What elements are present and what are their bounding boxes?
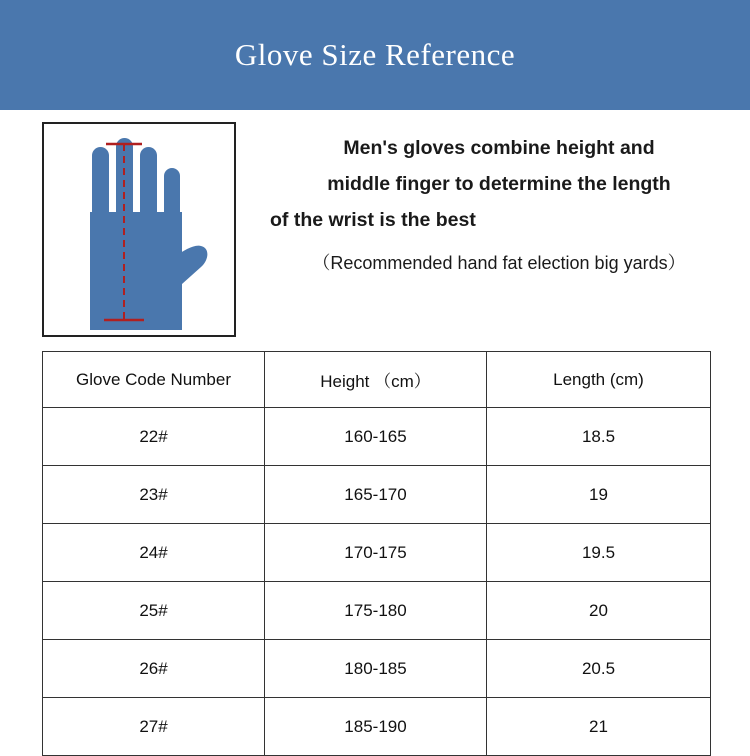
table-cell-height: 185-190 (265, 698, 487, 756)
table-cell-length: 21 (487, 698, 711, 756)
table-row (43, 466, 711, 524)
table-cell-code: 25# (43, 582, 265, 640)
table-cell-length: 20 (487, 582, 711, 640)
table-cell-height: 165-170 (265, 466, 487, 524)
size-table (42, 351, 711, 756)
table-cell-code: 27# (43, 698, 265, 756)
size-table-wrapper (0, 337, 750, 756)
table-header-cell: Length (cm) (487, 352, 711, 408)
table-row (43, 524, 711, 582)
hand-measure-diagram-icon (44, 124, 234, 335)
table-row (43, 640, 711, 698)
table-cell-height: 180-185 (265, 640, 487, 698)
hand-diagram-box (42, 122, 236, 337)
table-cell-code: 22# (43, 408, 265, 466)
intro-text-block (262, 122, 736, 280)
table-row (43, 582, 711, 640)
table-row (43, 408, 711, 466)
page-header (0, 0, 750, 110)
intro-line-2: middle finger to determine the length (327, 173, 671, 195)
table-header-cell: Height （cm） (265, 352, 487, 408)
table-cell-height: 175-180 (265, 582, 487, 640)
intro-line-3: of the wrist is the best (270, 209, 476, 231)
table-header-row (43, 352, 711, 408)
table-header-cell: Glove Code Number (43, 352, 265, 408)
table-cell-length: 20.5 (487, 640, 711, 698)
table-cell-length: 18.5 (487, 408, 711, 466)
intro-section (0, 110, 750, 337)
table-cell-code: 26# (43, 640, 265, 698)
table-cell-length: 19 (487, 466, 711, 524)
table-cell-length: 19.5 (487, 524, 711, 582)
intro-line-1: Men's gloves combine height and (343, 137, 655, 159)
page-title: Glove Size Reference (234, 37, 516, 72)
table-cell-code: 23# (43, 466, 265, 524)
table-row (43, 698, 711, 756)
table-cell-height: 170-175 (265, 524, 487, 582)
table-cell-code: 24# (43, 524, 265, 582)
table-cell-height: 160-165 (265, 408, 487, 466)
intro-note: （Recommended hand fat election big yards） (312, 253, 686, 273)
